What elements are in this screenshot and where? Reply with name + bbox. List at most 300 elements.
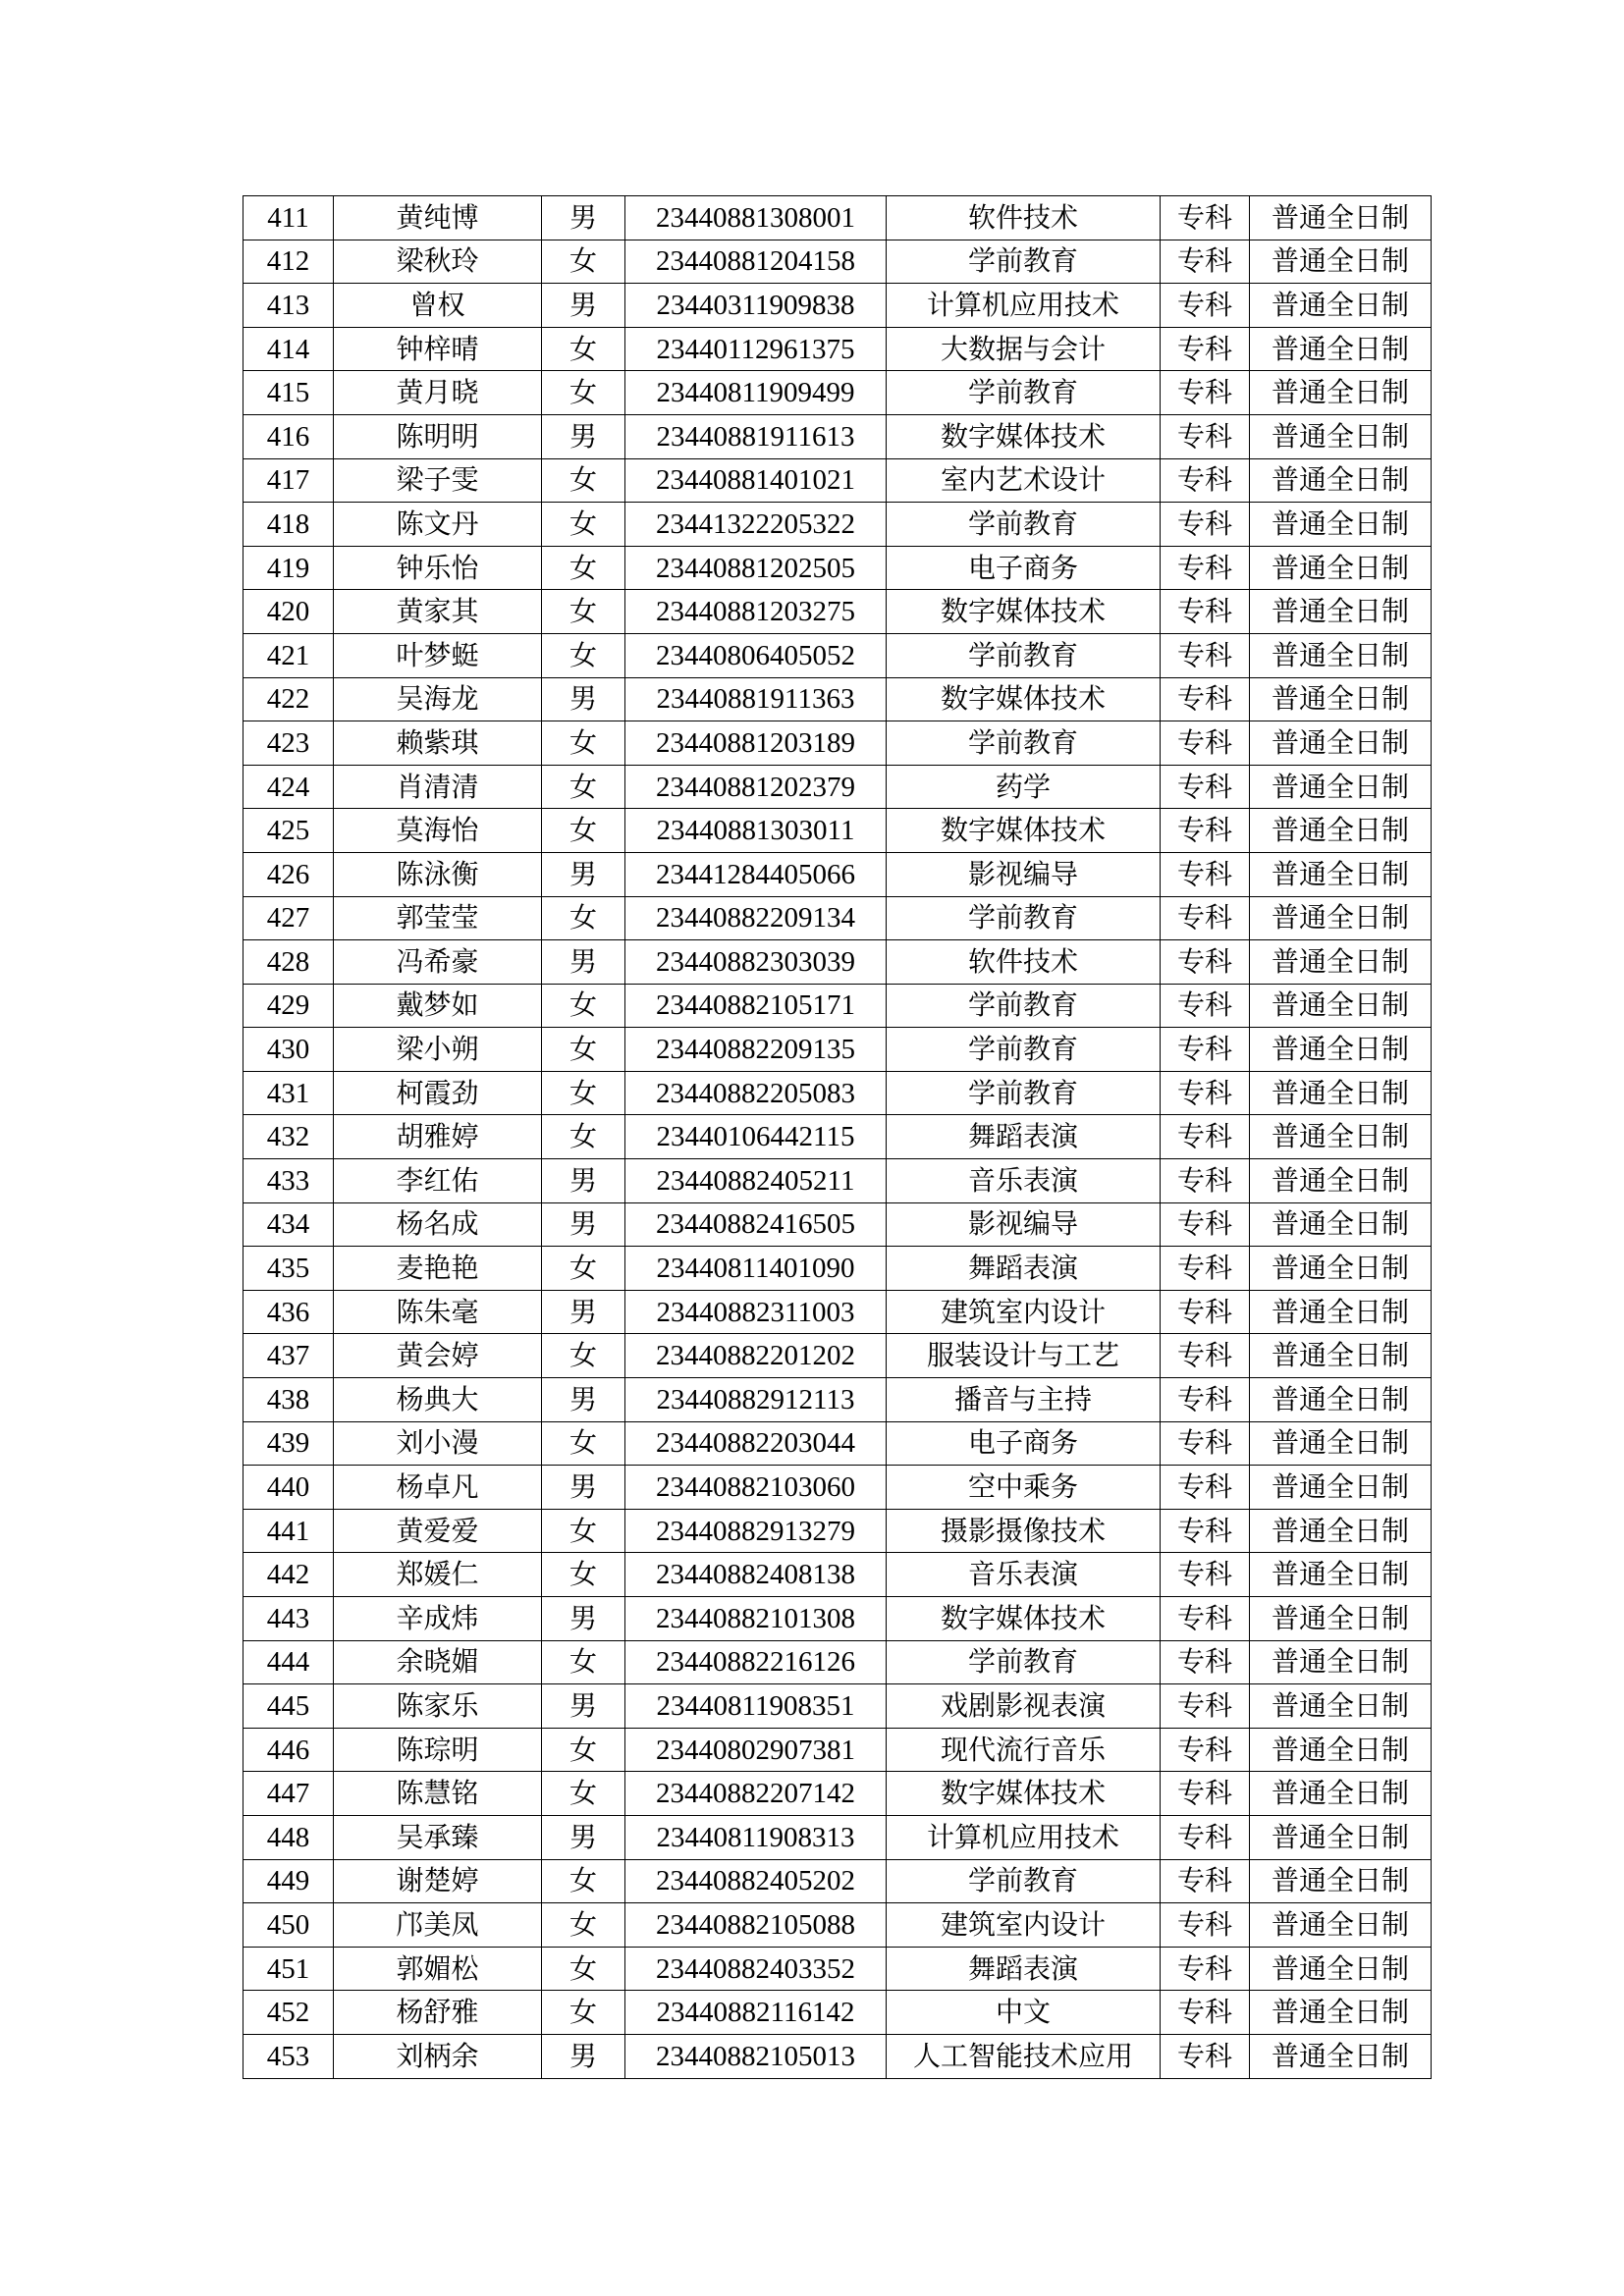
level-cell: 专科: [1161, 240, 1250, 284]
gender-cell: 女: [542, 1859, 625, 1903]
table-row: [244, 2034, 1432, 2078]
exam-id-cell: 23440881202505: [625, 546, 887, 590]
study-mode-cell: 普通全日制: [1250, 1028, 1432, 1072]
level-cell: 专科: [1161, 371, 1250, 415]
student-name-cell: 黄爱爱: [334, 1509, 542, 1553]
study-mode-cell: 普通全日制: [1250, 1684, 1432, 1729]
gender-cell: 男: [542, 284, 625, 328]
row-number-cell: 453: [244, 2034, 334, 2078]
table-row: [244, 503, 1432, 547]
level-cell: 专科: [1161, 458, 1250, 503]
student-name-cell: 陈朱毫: [334, 1290, 542, 1334]
level-cell: 专科: [1161, 984, 1250, 1028]
student-name-cell: 陈泳衡: [334, 852, 542, 896]
major-cell: 学前教育: [887, 1859, 1161, 1903]
gender-cell: 女: [542, 503, 625, 547]
student-name-cell: 谢楚婷: [334, 1859, 542, 1903]
major-cell: 音乐表演: [887, 1159, 1161, 1203]
study-mode-cell: 普通全日制: [1250, 1553, 1432, 1597]
exam-id-cell: 23440882216126: [625, 1640, 887, 1684]
study-mode-cell: 普通全日制: [1250, 1509, 1432, 1553]
table-row: [244, 1466, 1432, 1510]
exam-id-cell: 23440106442115: [625, 1115, 887, 1159]
level-cell: 专科: [1161, 2034, 1250, 2078]
student-name-cell: 胡雅婷: [334, 1115, 542, 1159]
exam-id-cell: 23440811908351: [625, 1684, 887, 1729]
student-roster-table: [243, 195, 1432, 2079]
study-mode-cell: 普通全日制: [1250, 984, 1432, 1028]
student-name-cell: 陈明明: [334, 414, 542, 458]
gender-cell: 女: [542, 765, 625, 809]
major-cell: 数字媒体技术: [887, 1597, 1161, 1641]
table-row: [244, 1815, 1432, 1859]
major-cell: 数字媒体技术: [887, 414, 1161, 458]
table-row: [244, 852, 1432, 896]
row-number-cell: 443: [244, 1597, 334, 1641]
exam-id-cell: 23440811908313: [625, 1815, 887, 1859]
study-mode-cell: 普通全日制: [1250, 1903, 1432, 1948]
gender-cell: 男: [542, 1815, 625, 1859]
level-cell: 专科: [1161, 1859, 1250, 1903]
exam-id-cell: 23440882101308: [625, 1597, 887, 1641]
row-number-cell: 419: [244, 546, 334, 590]
table-row: [244, 1378, 1432, 1422]
major-cell: 学前教育: [887, 503, 1161, 547]
exam-id-cell: 23441322205322: [625, 503, 887, 547]
gender-cell: 男: [542, 414, 625, 458]
study-mode-cell: 普通全日制: [1250, 546, 1432, 590]
student-name-cell: 黄家其: [334, 590, 542, 634]
table-row: [244, 1290, 1432, 1334]
exam-id-cell: 23440882209135: [625, 1028, 887, 1072]
level-cell: 专科: [1161, 414, 1250, 458]
major-cell: 软件技术: [887, 196, 1161, 240]
row-number-cell: 420: [244, 590, 334, 634]
study-mode-cell: 普通全日制: [1250, 458, 1432, 503]
major-cell: 电子商务: [887, 1421, 1161, 1466]
gender-cell: 男: [542, 1202, 625, 1247]
row-number-cell: 451: [244, 1947, 334, 1991]
major-cell: 学前教育: [887, 721, 1161, 766]
study-mode-cell: 普通全日制: [1250, 721, 1432, 766]
level-cell: 专科: [1161, 1071, 1250, 1115]
table-row: [244, 896, 1432, 940]
study-mode-cell: 普通全日制: [1250, 284, 1432, 328]
study-mode-cell: 普通全日制: [1250, 1947, 1432, 1991]
table-row: [244, 414, 1432, 458]
level-cell: 专科: [1161, 196, 1250, 240]
gender-cell: 女: [542, 1071, 625, 1115]
gender-cell: 女: [542, 240, 625, 284]
row-number-cell: 427: [244, 896, 334, 940]
student-name-cell: 吴海龙: [334, 677, 542, 721]
gender-cell: 男: [542, 1466, 625, 1510]
row-number-cell: 447: [244, 1772, 334, 1816]
student-name-cell: 柯霞劲: [334, 1071, 542, 1115]
row-number-cell: 415: [244, 371, 334, 415]
exam-id-cell: 23440882105171: [625, 984, 887, 1028]
study-mode-cell: 普通全日制: [1250, 1290, 1432, 1334]
exam-id-cell: 23440881308001: [625, 196, 887, 240]
table-row: [244, 196, 1432, 240]
study-mode-cell: 普通全日制: [1250, 765, 1432, 809]
exam-id-cell: 23440882201202: [625, 1334, 887, 1378]
row-number-cell: 435: [244, 1247, 334, 1291]
table-row: [244, 1115, 1432, 1159]
table-row: [244, 1772, 1432, 1816]
gender-cell: 男: [542, 940, 625, 985]
row-number-cell: 438: [244, 1378, 334, 1422]
table-row: [244, 1071, 1432, 1115]
level-cell: 专科: [1161, 809, 1250, 853]
gender-cell: 男: [542, 1378, 625, 1422]
level-cell: 专科: [1161, 1640, 1250, 1684]
exam-id-cell: 23440112961375: [625, 327, 887, 371]
major-cell: 药学: [887, 765, 1161, 809]
exam-id-cell: 23441284405066: [625, 852, 887, 896]
study-mode-cell: 普通全日制: [1250, 633, 1432, 677]
table-row: [244, 240, 1432, 284]
exam-id-cell: 23440881911613: [625, 414, 887, 458]
major-cell: 学前教育: [887, 1071, 1161, 1115]
student-name-cell: 莫海怡: [334, 809, 542, 853]
level-cell: 专科: [1161, 1597, 1250, 1641]
table-row: [244, 984, 1432, 1028]
major-cell: 学前教育: [887, 896, 1161, 940]
level-cell: 专科: [1161, 633, 1250, 677]
row-number-cell: 445: [244, 1684, 334, 1729]
study-mode-cell: 普通全日制: [1250, 1159, 1432, 1203]
row-number-cell: 421: [244, 633, 334, 677]
student-name-cell: 钟梓晴: [334, 327, 542, 371]
major-cell: 数字媒体技术: [887, 809, 1161, 853]
row-number-cell: 412: [244, 240, 334, 284]
study-mode-cell: 普通全日制: [1250, 414, 1432, 458]
student-name-cell: 杨舒雅: [334, 1991, 542, 2035]
student-name-cell: 钟乐怡: [334, 546, 542, 590]
major-cell: 大数据与会计: [887, 327, 1161, 371]
table-row: [244, 1334, 1432, 1378]
gender-cell: 男: [542, 852, 625, 896]
student-name-cell: 陈琮明: [334, 1728, 542, 1772]
exam-id-cell: 23440882105013: [625, 2034, 887, 2078]
gender-cell: 女: [542, 809, 625, 853]
study-mode-cell: 普通全日制: [1250, 1815, 1432, 1859]
level-cell: 专科: [1161, 546, 1250, 590]
table-row: [244, 809, 1432, 853]
table-row: [244, 458, 1432, 503]
exam-id-cell: 23440882105088: [625, 1903, 887, 1948]
gender-cell: 女: [542, 896, 625, 940]
table-row: [244, 633, 1432, 677]
student-name-cell: 杨名成: [334, 1202, 542, 1247]
major-cell: 播音与主持: [887, 1378, 1161, 1422]
study-mode-cell: 普通全日制: [1250, 852, 1432, 896]
major-cell: 影视编导: [887, 1202, 1161, 1247]
major-cell: 现代流行音乐: [887, 1728, 1161, 1772]
level-cell: 专科: [1161, 1115, 1250, 1159]
row-number-cell: 432: [244, 1115, 334, 1159]
gender-cell: 女: [542, 1028, 625, 1072]
exam-id-cell: 23440881204158: [625, 240, 887, 284]
level-cell: 专科: [1161, 765, 1250, 809]
row-number-cell: 411: [244, 196, 334, 240]
study-mode-cell: 普通全日制: [1250, 1334, 1432, 1378]
row-number-cell: 414: [244, 327, 334, 371]
major-cell: 学前教育: [887, 240, 1161, 284]
level-cell: 专科: [1161, 1466, 1250, 1510]
table-row: [244, 1947, 1432, 1991]
major-cell: 戏剧影视表演: [887, 1684, 1161, 1729]
exam-id-cell: 23440882408138: [625, 1553, 887, 1597]
major-cell: 舞蹈表演: [887, 1115, 1161, 1159]
study-mode-cell: 普通全日制: [1250, 1466, 1432, 1510]
level-cell: 专科: [1161, 1202, 1250, 1247]
row-number-cell: 425: [244, 809, 334, 853]
major-cell: 摄影摄像技术: [887, 1509, 1161, 1553]
level-cell: 专科: [1161, 940, 1250, 985]
table-row: [244, 1159, 1432, 1203]
student-name-cell: 梁子雯: [334, 458, 542, 503]
exam-id-cell: 23440882103060: [625, 1466, 887, 1510]
table-row: [244, 590, 1432, 634]
row-number-cell: 429: [244, 984, 334, 1028]
row-number-cell: 433: [244, 1159, 334, 1203]
study-mode-cell: 普通全日制: [1250, 1640, 1432, 1684]
level-cell: 专科: [1161, 1290, 1250, 1334]
study-mode-cell: 普通全日制: [1250, 240, 1432, 284]
exam-id-cell: 23440882416505: [625, 1202, 887, 1247]
study-mode-cell: 普通全日制: [1250, 1071, 1432, 1115]
exam-id-cell: 23440882405211: [625, 1159, 887, 1203]
major-cell: 学前教育: [887, 371, 1161, 415]
table-row: [244, 327, 1432, 371]
student-name-cell: 麦艳艳: [334, 1247, 542, 1291]
level-cell: 专科: [1161, 1684, 1250, 1729]
study-mode-cell: 普通全日制: [1250, 677, 1432, 721]
study-mode-cell: 普通全日制: [1250, 590, 1432, 634]
row-number-cell: 416: [244, 414, 334, 458]
gender-cell: 女: [542, 721, 625, 766]
table-row: [244, 1684, 1432, 1729]
row-number-cell: 440: [244, 1466, 334, 1510]
student-name-cell: 黄纯博: [334, 196, 542, 240]
row-number-cell: 449: [244, 1859, 334, 1903]
exam-id-cell: 23440882203044: [625, 1421, 887, 1466]
study-mode-cell: 普通全日制: [1250, 1859, 1432, 1903]
exam-id-cell: 23440881203275: [625, 590, 887, 634]
exam-id-cell: 23440811401090: [625, 1247, 887, 1291]
student-name-cell: 梁秋玲: [334, 240, 542, 284]
exam-id-cell: 23440806405052: [625, 633, 887, 677]
major-cell: 数字媒体技术: [887, 677, 1161, 721]
row-number-cell: 450: [244, 1903, 334, 1948]
exam-id-cell: 23440311909838: [625, 284, 887, 328]
study-mode-cell: 普通全日制: [1250, 1597, 1432, 1641]
student-name-cell: 黄月晓: [334, 371, 542, 415]
table-row: [244, 677, 1432, 721]
student-name-cell: 黄会婷: [334, 1334, 542, 1378]
gender-cell: 女: [542, 1115, 625, 1159]
gender-cell: 男: [542, 1159, 625, 1203]
major-cell: 学前教育: [887, 633, 1161, 677]
level-cell: 专科: [1161, 721, 1250, 766]
study-mode-cell: 普通全日制: [1250, 896, 1432, 940]
major-cell: 数字媒体技术: [887, 590, 1161, 634]
row-number-cell: 446: [244, 1728, 334, 1772]
student-name-cell: 刘柄余: [334, 2034, 542, 2078]
table-row: [244, 1859, 1432, 1903]
table-row: [244, 721, 1432, 766]
student-name-cell: 梁小朔: [334, 1028, 542, 1072]
level-cell: 专科: [1161, 1553, 1250, 1597]
exam-id-cell: 23440882205083: [625, 1071, 887, 1115]
major-cell: 计算机应用技术: [887, 1815, 1161, 1859]
major-cell: 建筑室内设计: [887, 1290, 1161, 1334]
level-cell: 专科: [1161, 1509, 1250, 1553]
student-name-cell: 郭莹莹: [334, 896, 542, 940]
row-number-cell: 442: [244, 1553, 334, 1597]
major-cell: 电子商务: [887, 546, 1161, 590]
exam-id-cell: 23440882403352: [625, 1947, 887, 1991]
gender-cell: 女: [542, 633, 625, 677]
level-cell: 专科: [1161, 1947, 1250, 1991]
major-cell: 建筑室内设计: [887, 1903, 1161, 1948]
student-name-cell: 陈家乐: [334, 1684, 542, 1729]
row-number-cell: 417: [244, 458, 334, 503]
row-number-cell: 418: [244, 503, 334, 547]
student-name-cell: 杨典大: [334, 1378, 542, 1422]
student-name-cell: 余晓媚: [334, 1640, 542, 1684]
student-name-cell: 邝美凤: [334, 1903, 542, 1948]
table-row: [244, 1597, 1432, 1641]
table-row: [244, 940, 1432, 985]
major-cell: 舞蹈表演: [887, 1947, 1161, 1991]
study-mode-cell: 普通全日制: [1250, 503, 1432, 547]
level-cell: 专科: [1161, 896, 1250, 940]
row-number-cell: 431: [244, 1071, 334, 1115]
level-cell: 专科: [1161, 1991, 1250, 2035]
level-cell: 专科: [1161, 1028, 1250, 1072]
student-name-cell: 陈慧铭: [334, 1772, 542, 1816]
major-cell: 学前教育: [887, 1640, 1161, 1684]
major-cell: 计算机应用技术: [887, 284, 1161, 328]
gender-cell: 女: [542, 1991, 625, 2035]
student-name-cell: 陈文丹: [334, 503, 542, 547]
student-name-cell: 杨卓凡: [334, 1466, 542, 1510]
table-row: [244, 1509, 1432, 1553]
gender-cell: 男: [542, 1597, 625, 1641]
major-cell: 学前教育: [887, 1028, 1161, 1072]
major-cell: 服装设计与工艺: [887, 1334, 1161, 1378]
student-name-cell: 肖清清: [334, 765, 542, 809]
major-cell: 数字媒体技术: [887, 1772, 1161, 1816]
gender-cell: 女: [542, 546, 625, 590]
level-cell: 专科: [1161, 503, 1250, 547]
gender-cell: 男: [542, 1290, 625, 1334]
row-number-cell: 437: [244, 1334, 334, 1378]
level-cell: 专科: [1161, 590, 1250, 634]
study-mode-cell: 普通全日制: [1250, 940, 1432, 985]
level-cell: 专科: [1161, 852, 1250, 896]
level-cell: 专科: [1161, 1334, 1250, 1378]
table-row: [244, 284, 1432, 328]
table-row: [244, 371, 1432, 415]
study-mode-cell: 普通全日制: [1250, 1247, 1432, 1291]
study-mode-cell: 普通全日制: [1250, 809, 1432, 853]
table-row: [244, 1903, 1432, 1948]
study-mode-cell: 普通全日制: [1250, 1115, 1432, 1159]
row-number-cell: 426: [244, 852, 334, 896]
roster-body: [244, 196, 1432, 2079]
table-row: [244, 765, 1432, 809]
major-cell: 音乐表演: [887, 1553, 1161, 1597]
gender-cell: 男: [542, 196, 625, 240]
gender-cell: 女: [542, 1509, 625, 1553]
major-cell: 影视编导: [887, 852, 1161, 896]
gender-cell: 女: [542, 1247, 625, 1291]
level-cell: 专科: [1161, 677, 1250, 721]
row-number-cell: 436: [244, 1290, 334, 1334]
row-number-cell: 434: [244, 1202, 334, 1247]
major-cell: 人工智能技术应用: [887, 2034, 1161, 2078]
row-number-cell: 444: [244, 1640, 334, 1684]
study-mode-cell: 普通全日制: [1250, 2034, 1432, 2078]
gender-cell: 女: [542, 1947, 625, 1991]
table-row: [244, 1202, 1432, 1247]
gender-cell: 男: [542, 1684, 625, 1729]
row-number-cell: 422: [244, 677, 334, 721]
student-name-cell: 辛成炜: [334, 1597, 542, 1641]
study-mode-cell: 普通全日制: [1250, 1202, 1432, 1247]
student-name-cell: 戴梦如: [334, 984, 542, 1028]
exam-id-cell: 23440881401021: [625, 458, 887, 503]
student-name-cell: 郑媛仁: [334, 1553, 542, 1597]
gender-cell: 女: [542, 371, 625, 415]
study-mode-cell: 普通全日制: [1250, 1728, 1432, 1772]
study-mode-cell: 普通全日制: [1250, 1378, 1432, 1422]
level-cell: 专科: [1161, 1903, 1250, 1948]
row-number-cell: 428: [244, 940, 334, 985]
major-cell: 软件技术: [887, 940, 1161, 985]
level-cell: 专科: [1161, 1421, 1250, 1466]
level-cell: 专科: [1161, 284, 1250, 328]
gender-cell: 男: [542, 2034, 625, 2078]
level-cell: 专科: [1161, 1159, 1250, 1203]
study-mode-cell: 普通全日制: [1250, 327, 1432, 371]
row-number-cell: 452: [244, 1991, 334, 2035]
student-name-cell: 叶梦蜓: [334, 633, 542, 677]
gender-cell: 女: [542, 1421, 625, 1466]
exam-id-cell: 23440882209134: [625, 896, 887, 940]
exam-id-cell: 23440882405202: [625, 1859, 887, 1903]
student-name-cell: 李红佑: [334, 1159, 542, 1203]
table-row: [244, 1421, 1432, 1466]
exam-id-cell: 23440882311003: [625, 1290, 887, 1334]
student-name-cell: 吴承臻: [334, 1815, 542, 1859]
major-cell: 空中乘务: [887, 1466, 1161, 1510]
study-mode-cell: 普通全日制: [1250, 1991, 1432, 2035]
level-cell: 专科: [1161, 1247, 1250, 1291]
exam-id-cell: 23440881911363: [625, 677, 887, 721]
major-cell: 学前教育: [887, 984, 1161, 1028]
row-number-cell: 448: [244, 1815, 334, 1859]
exam-id-cell: 23440881202379: [625, 765, 887, 809]
table-row: [244, 1028, 1432, 1072]
gender-cell: 女: [542, 1728, 625, 1772]
table-row: [244, 546, 1432, 590]
study-mode-cell: 普通全日制: [1250, 196, 1432, 240]
